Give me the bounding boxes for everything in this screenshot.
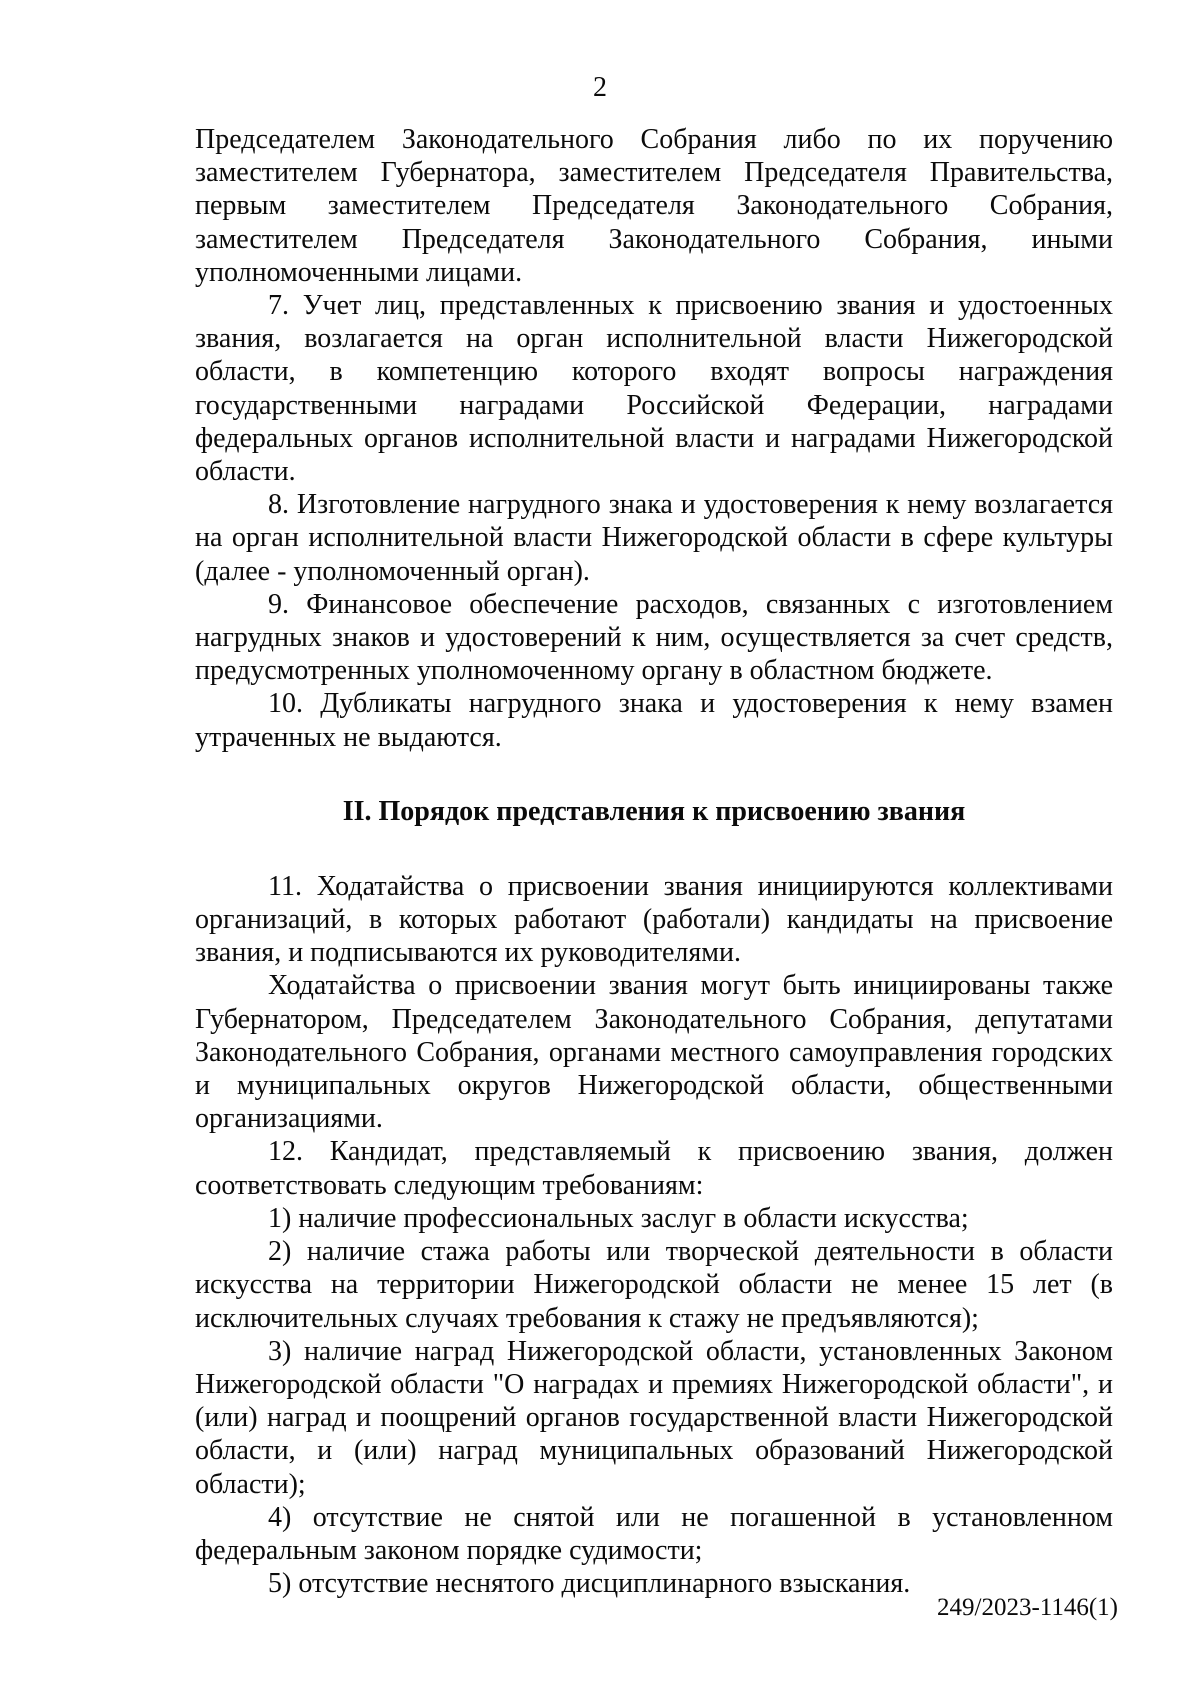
paragraph-item-8: 8. Изготовление нагрудного знака и удостоверения к нему возлагается на орган исполнительной власти Нижегородской области в сфере культуры (далее - уполномоченный орган).	[195, 489, 1113, 587]
section-heading: II. Порядок представления к присвоению звания	[342, 795, 966, 827]
requirement-1: 1) наличие профессиональных заслуг в области искусства;	[268, 1202, 969, 1234]
paragraph-item-12: 12. Кандидат, представляемый к присвоению звания, должен соответствовать следующим требованиям:	[195, 1136, 1113, 1201]
paragraph-item-9: 9. Финансовое обеспечение расходов, связанных с изготовлением нагрудных знаков и удостоверений к ним, осуществляется за счет средств, предусмотренных уполномоченному органу в областном бюджете.	[195, 588, 1113, 687]
requirement-2: 2) наличие стажа работы или творческой деятельности в области искусства на территории Нижегородской области не менее 15 лет (в исключительных случаях требования к стажу не предъявляются);	[195, 1236, 1113, 1334]
requirement-4: 4) отсутствие не снятой или не погашенной в установленном федеральным законом порядке судимости;	[195, 1501, 1113, 1566]
paragraph-item-10: 10. Дубликаты нагрудного знака и удостоверения к нему взамен утраченных не выдаются.	[195, 688, 1113, 753]
document-id: 249/2023-1146(1)	[937, 1594, 1118, 1621]
document-body	[195, 123, 1113, 1600]
requirement-3: 3) наличие наград Нижегородской области, установленных Законом Нижегородской области "О наградах и премиях Нижегородской области", и (или) наград и поощрений органов государственной власти Нижегородской области, и (или) наград муниципальных образований Нижегородской области);	[195, 1335, 1113, 1500]
requirement-5: 5) отсутствие неснятого дисциплинарного взыскания.	[268, 1568, 911, 1600]
paragraph-continuation: Председателем Законодательного Собрания либо по их поручению заместителем Губернатора, заместителем Председателя Правительства, первым заместителем Председателя Законодательного Собрания, заместителем Председателя Законодательного Собрания, иными уполномоченными лицами.	[195, 124, 1113, 288]
paragraph-item-11: 11. Ходатайства о присвоении звания инициируются коллективами организаций, в которых работают (работали) кандидаты на присвоение звания, и подписываются их руководителями.	[195, 870, 1113, 969]
page-number: 2	[593, 72, 607, 103]
paragraph-initiators: Ходатайства о присвоении звания могут быть инициированы также Губернатором, Председателем Законодательного Собрания, депутатами Законодательного Собрания, органами местного самоуправления городских и муниципальных округов Нижегородской области, общественными организациями.	[195, 970, 1113, 1135]
paragraph-item-7: 7. Учет лиц, представленных к присвоению звания и удостоенных звания, возлагается на орган исполнительной власти Нижегородской области, в компетенцию которого входят вопросы награждения государственными наградами Российской Федерации, наградами федеральных органов исполнительной власти и наградами Нижегородской области.	[195, 290, 1113, 488]
